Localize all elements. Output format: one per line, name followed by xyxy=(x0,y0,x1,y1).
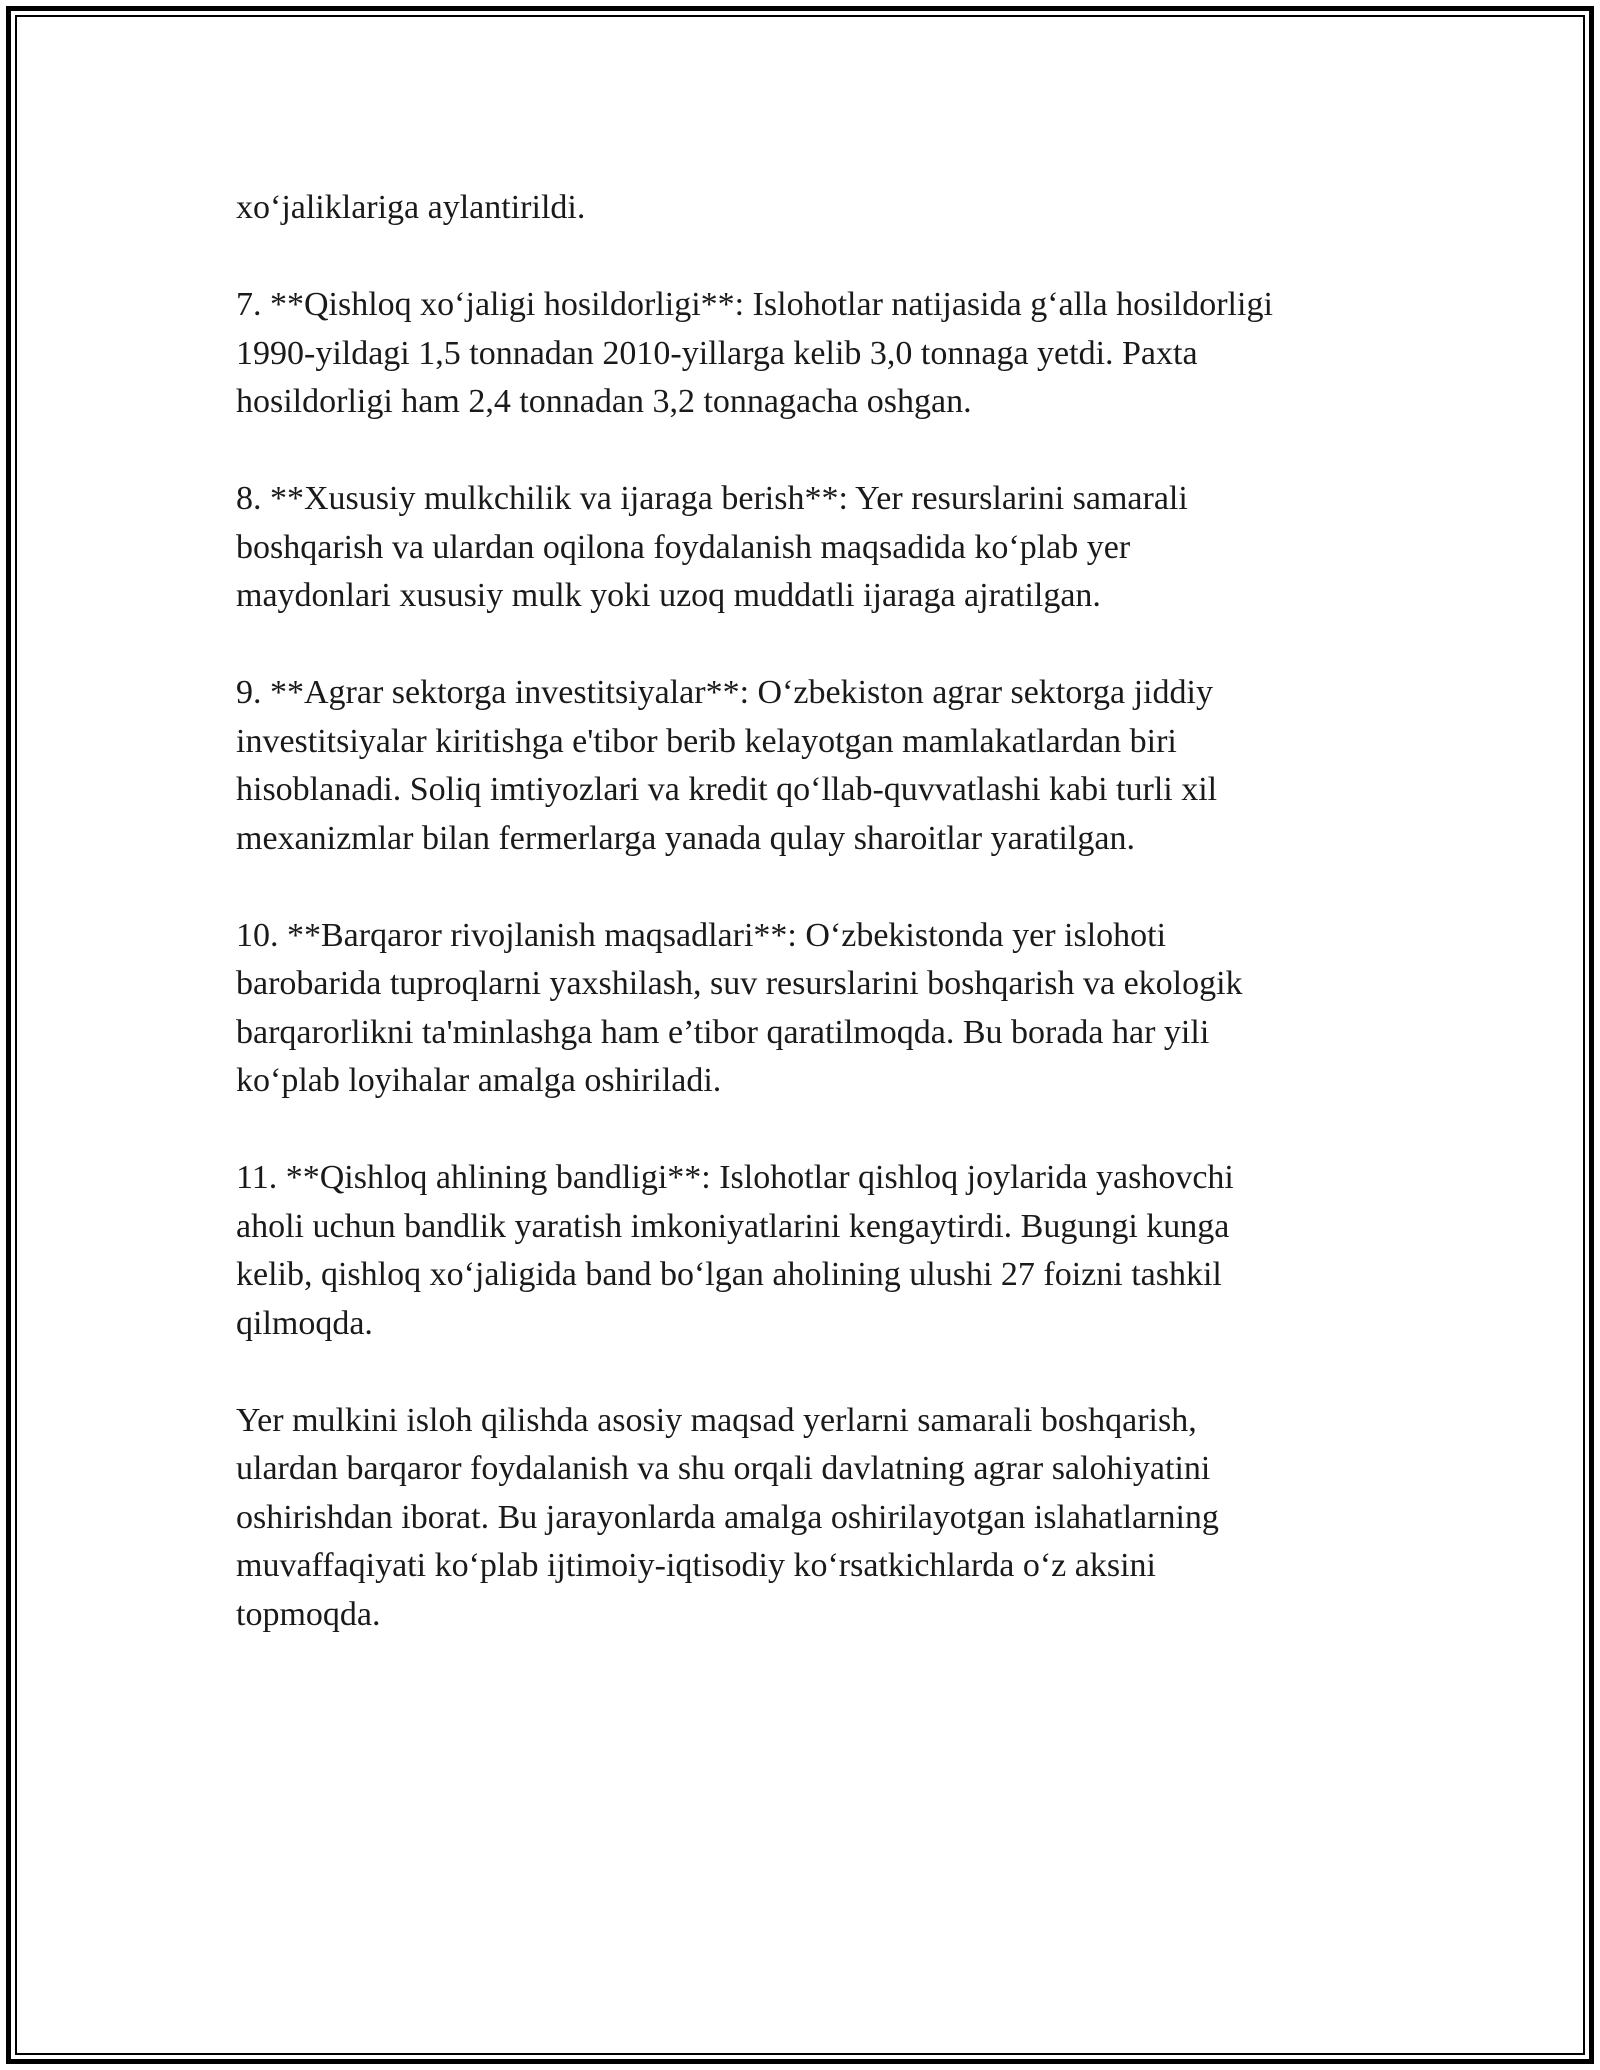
paragraph-conclusion: Yer mulkini isloh qilishda asosiy maqsad yerlarni samarali boshqarish, ulardan barqaror foydalanish va shu orqali davlatning agrar salohiyatini oshirishdan iborat. Bu jarayonlarda amalga oshirilayotgan islahatlarning muvaffaqiyati ko‘plab ijtimoiy-iqtisodiy ko‘rsatkichlarda o‘z aksini topmoqda. xyxy=(236,1401,1219,1633)
paragraph-item-10: 10. **Barqaror rivojlanish maqsadlari**: O‘zbekistonda yer islohoti barobarida tuproqlarni yaxshilash, suv resurslarini boshqarish va ekologik barqarorlikni ta'minlashga ham e’tibor qaratilmoqda. Bu borada har yili ko‘plab loyihalar amalga oshiriladi. xyxy=(236,916,1243,1099)
paragraph-continuation: xo‘jaliklariga aylantirildi. xyxy=(236,189,586,226)
paragraph-item-11: 11. **Qishloq ahlining bandligi**: Islohotlar qishloq joylarida yashovchi aholi uchun bandlik yaratish imkoniyatlarini kengaytirdi. Bugungi kunga kelib, qishloq xo‘jaligida band bo‘lgan aholining ulushi 27 foizni tashkil qilmoqda. xyxy=(236,1159,1234,1342)
document-body xyxy=(236,184,1366,1688)
paragraph-item-9: 9. **Agrar sektorga investitsiyalar**: O‘zbekiston agrar sektorga jiddiy investitsiyalar kiritishga e'tibor berib kelayotgan mamlakatlardan biri hisoblanadi. Soliq imtiyozlari va kredit qo‘llab-quvvatlashi kabi turli xil mexanizmlar bilan fermerlarga yanada qulay sharoitlar yaratilgan. xyxy=(236,674,1218,857)
paragraph-item-8: 8. **Xususiy mulkchilik va ijaraga berish**: Yer resurslarini samarali boshqarish va ulardan oqilona foydalanish maqsadida ko‘plab yer maydonlari xususiy mulk yoki uzoq muddatli ijaraga ajratilgan. xyxy=(236,480,1188,614)
paragraph-item-7: 7. **Qishloq xo‘jaligi hosildorligi**: Islohotlar natijasida g‘alla hosildorligi 1990-yildagi 1,5 tonnadan 2010-yillarga kelib 3,0 tonnaga yetdi. Paxta hosildorligi ham 2,4 tonnadan 3,2 tonnagacha oshgan. xyxy=(236,286,1273,420)
